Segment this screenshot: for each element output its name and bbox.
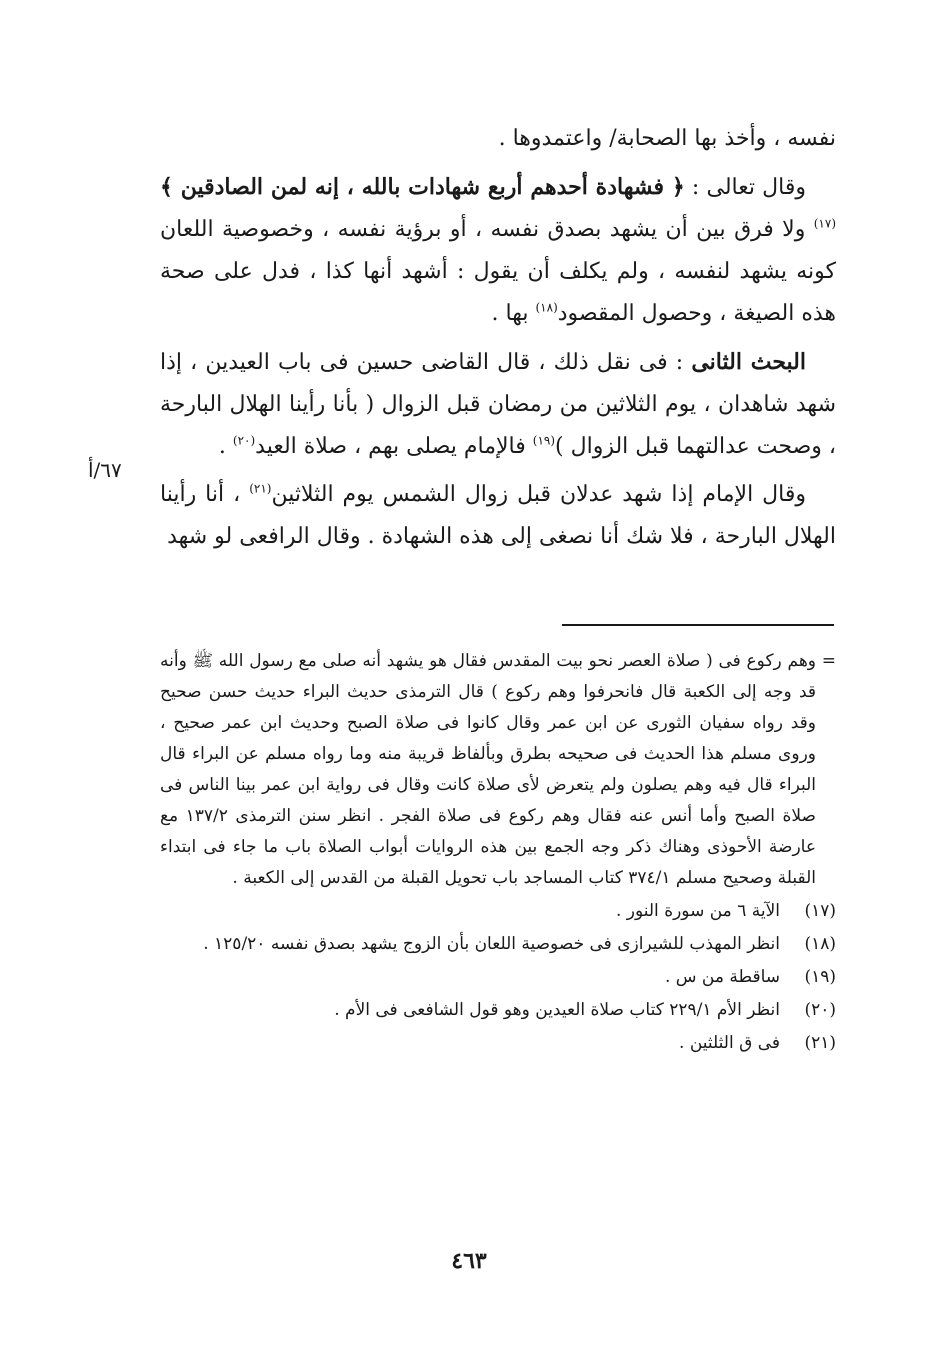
footnote-ref-21[interactable]: (٢١) [249,481,272,496]
p2-text-a: : فى نقل ذلك ، قال القاضى حسين فى باب العيدين ، إذا شهد شاهدان ، يوم الثلاثين من رمضان قبل الزوال ( بأنا رأينا الهلال البارحة ، وصحت عدالتهما قبل الزوال ) [160,350,836,459]
footnote-ref-18[interactable]: (١٨) [535,300,558,315]
footnote-ref-17[interactable]: (١٧) [813,216,836,231]
footnote-text: الآية ٦ من سورة النور . [615,901,780,921]
footnotes [160,646,836,1059]
footnote-ref-20[interactable]: (٢٠) [232,433,256,448]
paragraph-3 [160,474,836,558]
p1-intro: وقال تعالى : [684,175,806,200]
section-heading: البحث الثانى [691,349,806,375]
quran-quote: ﴿ فشهادة أحدهم أربع شهادات بالله ، إنه لمن الصادقين ﴾ [160,174,685,200]
footnote-continuation [160,646,836,894]
folio-margin-note: ٦٧/أ [88,458,122,482]
footnote-text: ساقطة من س . [664,967,780,987]
p1-end: بها . [491,301,536,326]
paragraph-1 [160,166,836,335]
line-continuation: نفسه ، وأخذ بها الصحابة/ واعتمدوها . [498,126,836,151]
continuation-mark: = [821,651,836,671]
footnote-17 [160,896,836,927]
main-text [160,118,836,558]
footnote-18 [160,929,836,960]
footnote-separator [562,624,834,626]
footnote-number: (٢١) [804,1033,836,1053]
footnote-19 [160,962,836,993]
footnote-20 [160,995,836,1026]
footnote-21 [160,1028,836,1059]
p3-text-a: وقال الإمام إذا شهد عدلان قبل زوال الشمس يوم الثلاثين [271,482,806,507]
footnote-number: (١٧) [804,901,836,921]
page-number: ٤٦٣ [451,1248,487,1274]
paragraph-2 [160,341,836,468]
footnote-text: انظر المهذب للشيرازى فى خصوصية اللعان بأن الزوج يشهد بصدق نفسه ١٢٥/٢٠ . [203,934,780,954]
footnote-number: (١٨) [804,934,836,954]
continuation-text: وهم ركوع فى ( صلاة العصر نحو بيت المقدس فقال هو يشهد أنه صلى مع رسول الله ﷺ وأنه قد وجه إلى الكعبة قال فانحرفوا وهم ركوع ) قال الترمذى حديث البراء حديث حسن صحيح وقد رواه سفيان الثورى عن ابن عمر وقال كانوا فى صلاة الصبح وحديث ابن عمر صحيح ، وروى مسلم هذا الحديث فى صحيحه بطرق وبألفاظ قريبة منه وما رواه مسلم عن البراء قال البراء قال فيه وهم يصلون ولم يتعرض لأى صلاة كانت وقال فى رواية ابن عمر بينا الناس فى صلاة الصبح وأما أنس عنه فقال وهم ركوع فى صلاة الفجر . انظر سنن الترمذى ١٣٧/٢ مع عارضة الأحوذى وهناك ذكر وجه الجمع بين هذه الروايات أبواب الصلاة باب ما جاء فى ابتداء القبلة وصحيح مسلم ٣٧٤/١ كتاب المساجد باب تحويل القبلة من القدس إلى الكعبة . [160,651,816,888]
footnote-ref-19[interactable]: (١٩) [532,433,556,448]
footnote-number: (١٩) [804,967,836,987]
footnote-text: انظر الأم ٢٢٩/١ كتاب صلاة العيدين وهو قول الشافعى فى الأم . [334,1000,780,1020]
p2-end: . [218,434,233,459]
p1-rest: ولا فرق بين أن يشهد بصدق نفسه ، أو برؤية نفسه ، وخصوصية اللعان كونه يشهد لنفسه ، ولم يكلف أن يقول : أشهد أنها كذا ، فدل على صحة هذه الصيغة ، وحصول المقصود [160,217,836,326]
footnote-text: فى ق الثلثين . [679,1033,780,1053]
p3-text-b: ، أنا رأينا الهلال البارحة ، فلا شك أنا نصغى إلى هذه الشهادة . وقال الرافعى لو شهد [160,482,836,549]
footnote-number: (٢٠) [804,1000,836,1020]
p2-text-b: فالإمام يصلى بهم ، صلاة العيد [255,434,533,459]
